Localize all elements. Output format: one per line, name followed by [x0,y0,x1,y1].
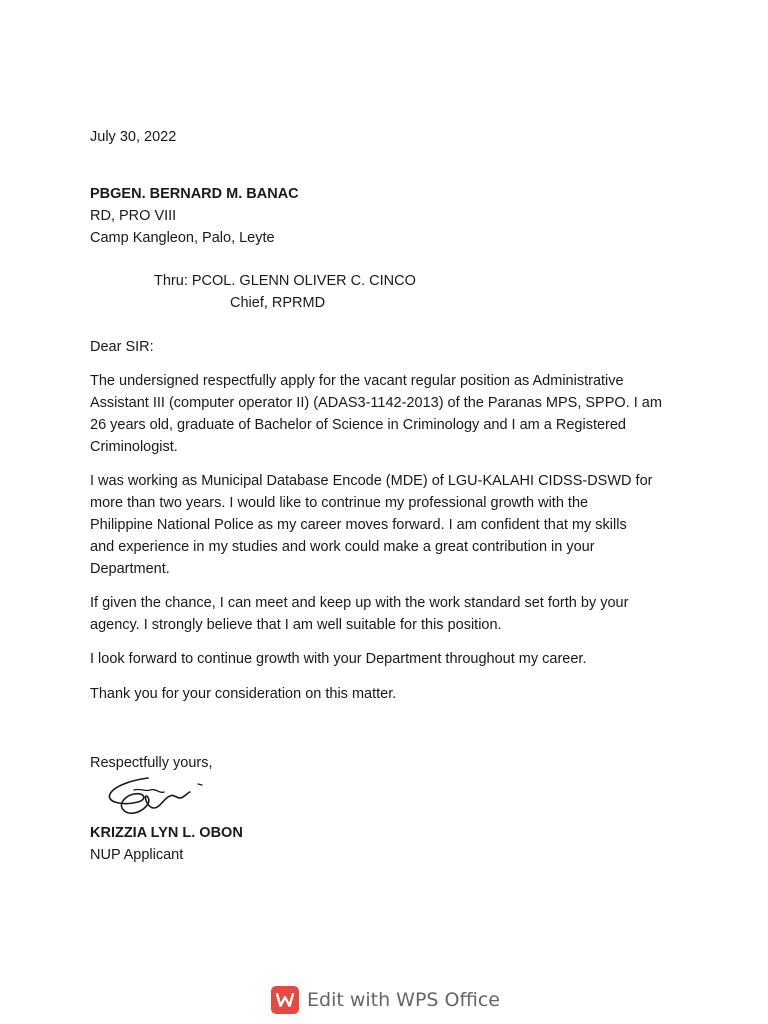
paragraph-line: I was working as Municipal Database Encode (MDE) of LGU-KALAHI CIDSS-DSWD for [90,473,653,489]
signatory-title: NUP Applicant [90,847,184,863]
thru-line: Thru: PCOL. GLENN OLIVER C. CINCO [154,273,416,289]
signatory-name: KRIZZIA LYN L. OBON [90,825,243,841]
body-paragraph-3 [90,592,680,636]
paragraph-line: Department. [90,561,170,577]
paragraph-line: and experience in my studies and work could make a great contribution in your [90,539,595,555]
body-paragraph-4: I look forward to continue growth with your Department throughout my career. [90,651,587,667]
paragraph-line: 26 years old, graduate of Bachelor of Science in Criminology and I am a Registered [90,417,626,433]
recipient-name: PBGEN. BERNARD M. BANAC [90,186,299,202]
letter-date: July 30, 2022 [90,129,177,145]
body-paragraph-5: Thank you for your consideration on this matter. [90,686,397,702]
body-paragraph-1 [90,370,680,458]
paragraph-line: agency. I strongly believe that I am well suitable for this position. [90,617,502,633]
paragraph-line: The undersigned respectfully apply for the vacant regular position as Administrative [90,373,624,389]
recipient-address: Camp Kangleon, Palo, Leyte [90,230,275,246]
paragraph-line: Philippine National Police as my career moves forward. I am confident that my skills [90,517,627,533]
paragraph-line: If given the chance, I can meet and keep up with the work standard set forth by your [90,595,629,611]
wps-watermark-text: Edit with WPS Office [307,989,500,1011]
salutation: Dear SIR: [90,339,154,355]
thru-title: Chief, RPRMD [230,295,326,311]
closing: Respectfully yours, [90,755,213,771]
wps-watermark[interactable] [271,986,500,1014]
recipient-title: RD, PRO VIII [90,208,177,224]
signature-image [104,772,214,820]
wps-logo-icon [271,986,299,1014]
paragraph-line: Criminologist. [90,439,178,455]
paragraph-line: Assistant III (computer operator II) (ADAS3-1142-2013) of the Paranas MPS, SPPO. I am [90,395,662,411]
body-paragraph-2 [90,470,680,580]
paragraph-line: more than two years. I would like to contrinue my professional growth with the [90,495,589,511]
